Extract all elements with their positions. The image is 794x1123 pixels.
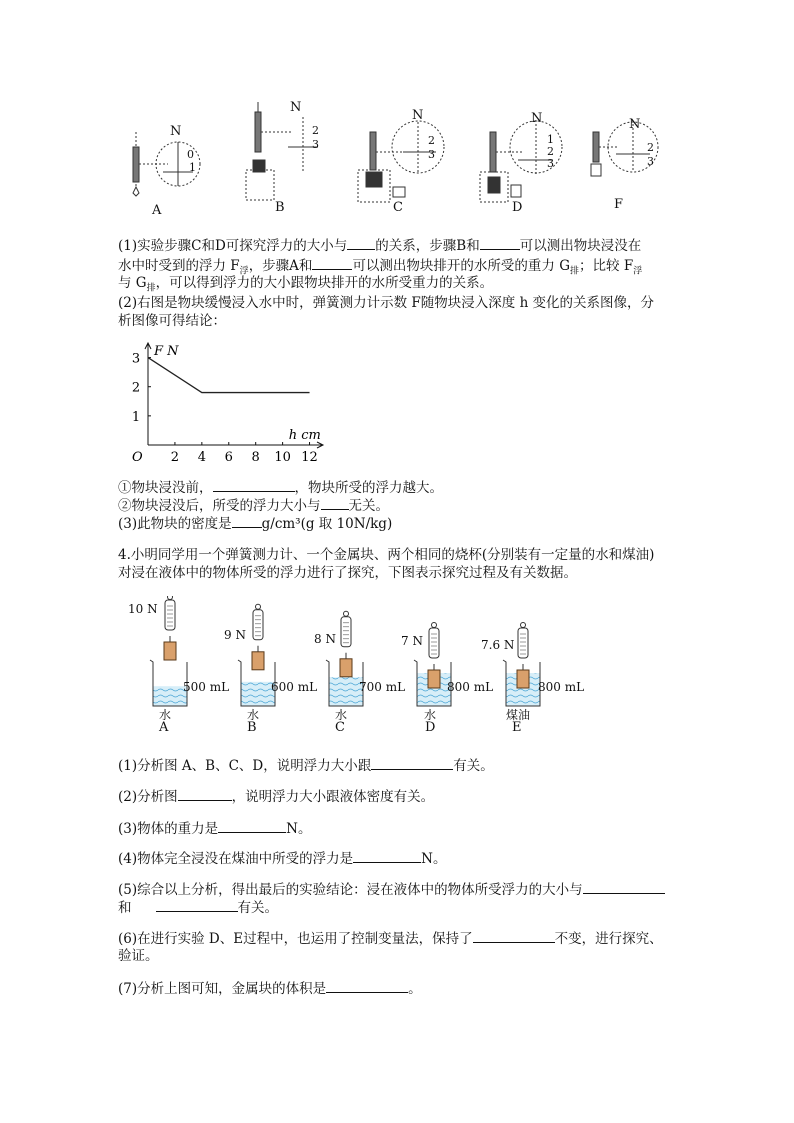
step-label-f: F [614,197,624,212]
q3-part1-line2: 水中时受到的浮力 $F_浮$，步骤A和 可以测出物块排开的水所受的重力 $G_排$；比较 $F_浮$ [118,258,643,277]
step-b-apparatus [246,102,318,200]
q4-sub1: (1)分析图 A、B、C、D，说明浮力大小跟 有关。 [118,758,494,774]
dial-f-tick-3: 3 [647,155,654,168]
scale-hook [432,623,437,628]
y-tick-label: 3 [131,351,141,367]
step-label-d: D [512,200,523,215]
blank-q4-3[interactable] [218,819,286,833]
metal-block [164,642,176,660]
blank-q4-5b[interactable] [156,898,238,912]
q4-sub6-line1: (6)在进行实验 D、E过程中，也运用了控制变量法，保持了 不变，进行探究、 [118,931,663,947]
setup-label-a: A [159,720,169,735]
q4-intro-line2: 对浸在液体中的物体所受的浮力进行了探究，下图表示探究过程及有关数据。 [118,565,577,581]
dial-a-tick-1: 1 [189,161,196,174]
q4-sub6-line2: 验证。 [118,948,159,964]
dial-b-tick-2: 2 [312,124,319,137]
liquid [241,682,275,706]
blank-q4-4[interactable] [353,849,421,863]
metal-block [340,659,352,677]
spring-scale [253,610,263,640]
dial-d-tick-3: 3 [547,157,554,170]
spring-scale [341,617,351,647]
q3-part2-line1: (2)右图是物块缓慢浸入水中时，弹簧测力计示数 F随物块浸入深度 h 变化的关系图像，分 [118,295,655,311]
setup-label-e: E [512,720,522,735]
q3-part1-line3: 与 $G_排$，可以得到浮力的大小跟物块排开的水所受重力的关系。 [118,275,494,294]
metal-block [252,652,264,670]
liquid-label-d: 水 [424,708,437,722]
q3-conclusion-1: ①物块浸没前， ，物块所受的浮力越大。 [118,480,443,496]
y-tick-label: 2 [131,380,141,396]
force-label-d: 7 N [401,634,423,648]
blank-q4-6[interactable] [473,929,555,943]
x-axis-label: h cm [288,428,321,443]
q3-part2-line2: 析图像可得结论： [118,313,226,329]
force-label-a: 10 N [128,602,158,616]
scale-hook [521,623,526,628]
beaker-setup-e [503,623,540,707]
q4-sub5-line1: (5)综合以上分析，得出最后的实验结论：浸在液体中的物体所受浮力的大小与 [118,880,665,899]
y-tick-label: 1 [131,409,141,425]
scale-hook [344,611,349,616]
q3-part1-line1: (1)实验步骤C和D可探究浮力的大小与 的关系，步骤B和 可以测出物块浸没在 [118,238,642,254]
dial-c-tick-2: 2 [428,134,435,147]
q3-conclusion-2: ②物块浸没后，所受的浮力大小与 无关。 [118,498,389,514]
step-label-c: C [393,200,403,215]
scale-hook [168,596,173,600]
force-series-line [148,358,310,393]
force-label-b: 9 N [224,628,246,642]
blank-q3-1b[interactable] [480,236,520,250]
volume-label-a: 500 mL [183,680,230,694]
q4-sub3: (3)物体的重力是 N。 [118,821,312,837]
setup-label-b: B [247,720,257,735]
blank-q3-c2[interactable] [321,496,349,510]
dial-unit-f: N [629,117,641,132]
metal-block [428,670,440,688]
x-tick-label: 4 [197,450,206,465]
q3-part3: (3)此物块的密度是 g/cm³(g 取 10N/kg) [118,516,393,532]
blank-q3-density[interactable] [232,514,262,528]
blank-q4-7[interactable] [326,979,408,993]
liquid-label-a: 水 [159,708,172,722]
metal-block [517,670,529,688]
spring-scale [518,628,528,658]
force-depth-chart [118,335,338,470]
x-tick-label: 12 [301,450,318,465]
dial-f-tick-2: 2 [647,141,654,154]
step-label-a: A [152,203,162,218]
volume-label-e: 800 mL [538,680,585,694]
step-label-b: B [275,200,285,215]
x-tick-label: 6 [224,450,233,465]
blank-q4-5a[interactable] [583,880,665,894]
volume-label-d: 800 mL [447,680,494,694]
blank-q4-2[interactable] [178,787,232,801]
x-tick-label: 2 [170,450,180,465]
q4-intro-line1: 4.小明同学用一个弹簧测力计、一个金属块、两个相同的烧杯(分别装有一定量的水和煤油) [118,547,655,563]
volume-label-b: 600 mL [271,680,318,694]
q4-sub7: (7)分析上图可知，金属块的体积是 。 [118,981,422,997]
dial-d-tick-2: 2 [547,145,554,158]
spring-scale [165,600,175,630]
beaker-setup-c [326,611,363,706]
liquid-label-b: 水 [247,708,260,722]
spring-scale [429,628,439,658]
force-label-c: 8 N [314,632,336,646]
q4-sub2: (2)分析图 ，说明浮力大小跟液体密度有关。 [118,789,435,805]
dial-c-tick-3: 3 [428,148,435,161]
blank-q4-1[interactable] [371,756,453,770]
setup-label-c: C [335,720,345,735]
x-tick-label: 8 [251,450,260,465]
force-label-e: 7.6 N [481,638,515,652]
x-tick-label: 10 [274,450,291,465]
liquid [153,686,187,706]
dial-unit-a: N [170,124,182,139]
liquid-label-e: 煤油 [506,708,531,722]
q4-sub5-line2: 和 有关。 [118,900,278,916]
origin-label: O [132,450,143,465]
dial-d-tick-1: 1 [547,133,554,146]
dial-b-tick-3: 3 [312,138,319,151]
blank-q3-1c[interactable] [312,256,352,270]
dial-unit-c: N [412,108,424,123]
beaker-setup-b [238,604,275,706]
liquid-label-c: 水 [335,708,348,722]
y-axis-label: F N [154,344,179,359]
blank-q3-c1[interactable] [213,478,295,492]
dial-unit-b: N [290,100,302,115]
scale-hook [256,604,261,609]
blank-q3-1a[interactable] [347,236,375,250]
q4-sub4: (4)物体完全浸没在煤油中所受的浮力是 N。 [118,851,447,867]
setup-label-d: D [425,720,436,735]
liquid [329,677,363,706]
dial-a-tick-0: 0 [187,148,194,161]
dial-unit-d: N [531,111,543,126]
volume-label-c: 700 mL [359,680,406,694]
